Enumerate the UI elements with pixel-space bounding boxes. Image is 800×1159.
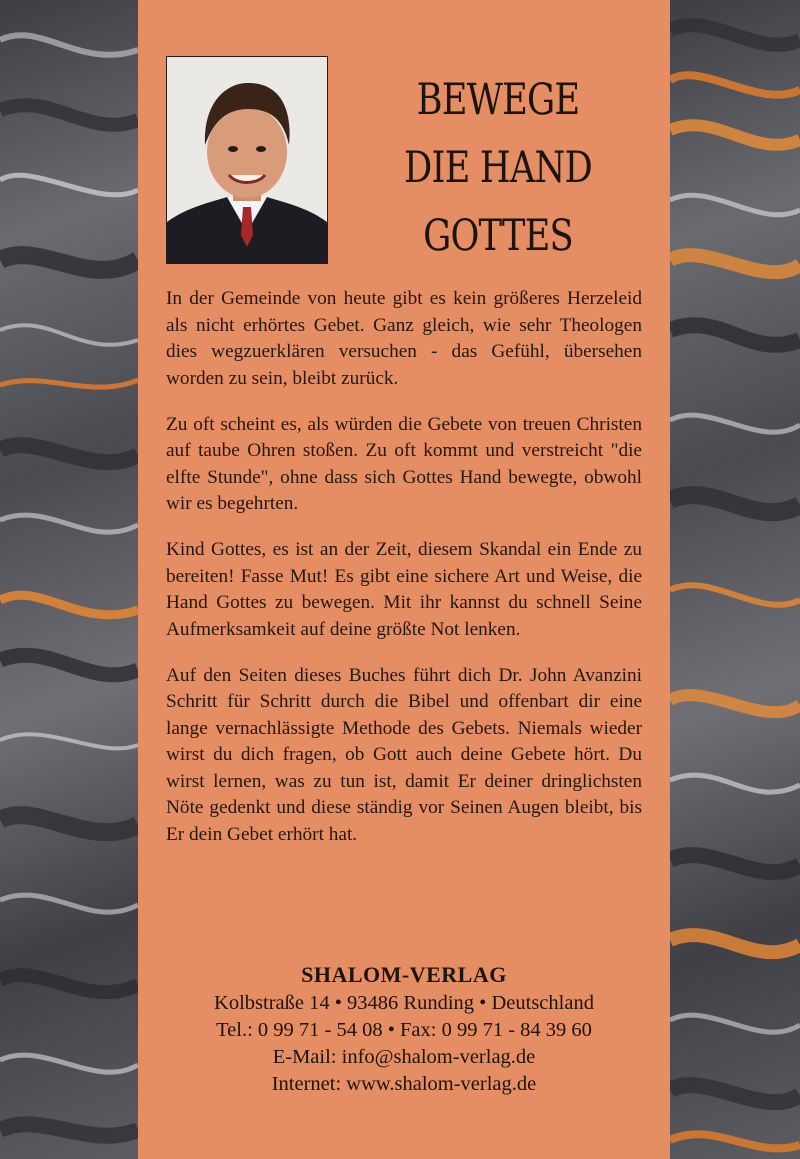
description-paragraph-3: Kind Gottes, es ist an der Zeit, diesem Skandal ein Ende zu bereiten! Fasse Mut! Es gibt eine sichere Art und Weise, die Hand Gottes zu bewegen. Mit ihr kannst du schnell Seine Aufmerksamkeit auf deine größte Not lenken. bbox=[166, 539, 642, 640]
publisher-phone-fax: Tel.: 0 99 71 - 54 08 • Fax: 0 99 71 - 84 39 60 bbox=[216, 1019, 592, 1041]
description-paragraph-1: In der Gemeinde von heute gibt es kein größeres Herzeleid als nicht erhörtes Gebet. Ganz gleich, wie sehr Theologen dies wegzuerklären versuchen - das Gefühl, übersehen worden zu sein, bleibt zurück. bbox=[166, 288, 642, 389]
publisher-info bbox=[138, 960, 670, 1098]
publisher-website: Internet: www.shalom-verlag.de bbox=[271, 1073, 537, 1095]
description-paragraph-2: Zu oft scheint es, als würden die Gebete von treuen Christen auf taube Ohren stoßen. Zu oft kommt und verstreicht "die elfte Stunde", ohne dass sich Gottes Hand bewegte, obwohl wir es begehrten. bbox=[166, 413, 642, 514]
marble-pattern-left bbox=[0, 0, 138, 1159]
publisher-address: Kolbstraße 14 • 93486 Runding • Deutschland bbox=[214, 992, 594, 1014]
author-photo bbox=[166, 56, 328, 264]
title-line-3: GOTTES bbox=[423, 211, 573, 261]
author-portrait-icon bbox=[167, 57, 327, 263]
book-description bbox=[166, 286, 642, 868]
marble-border-left bbox=[0, 0, 138, 1159]
marble-border-right bbox=[670, 0, 800, 1159]
title-line-1: BEWEGE bbox=[416, 75, 580, 125]
publisher-email: E-Mail: info@shalom-verlag.de bbox=[272, 1046, 536, 1068]
back-cover-panel bbox=[138, 0, 670, 1159]
marble-pattern-right bbox=[670, 0, 800, 1159]
description-paragraph-4: Auf den Seiten dieses Buches führt dich Dr. John Avanzini Schritt für Schritt durch die Bibel und offenbart dir eine lange vernachlässigte Methode des Gebets. Niemals wieder wirst du dich fragen, ob Gott auch deine Gebete hört. Du wirst lernen, was zu tun ist, damit Er deiner dringlichsten Nöte gedenkt und diese ständig vor Seinen Augen bleibt, bis Er dein Gebet erhört hat. bbox=[166, 664, 642, 845]
book-title bbox=[400, 66, 597, 270]
title-line-2: DIE HAND bbox=[404, 143, 592, 193]
publisher-name: SHALOM-VERLAG bbox=[301, 962, 507, 987]
